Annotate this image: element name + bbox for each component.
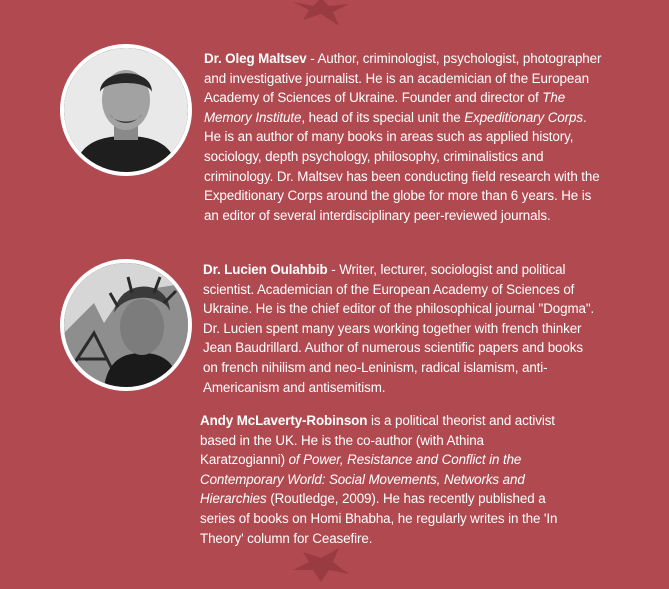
author-name: Dr. Lucien Oulahbib [203, 262, 328, 277]
bio-italic: The Memory Institute [204, 90, 566, 125]
author-name: Andy McLaverty-Robinson [200, 413, 368, 428]
bio-text: , head of its special unit the [301, 109, 465, 125]
bio-lucien-oulahbib [203, 260, 595, 397]
emblem-icon [289, 548, 353, 584]
author-name: Dr. Oleg Maltsev [204, 51, 307, 66]
bio-italic: of Power, Resistance and Conflict in the Contemporary World: Social Movements, Networks and Hierarchies [200, 452, 525, 507]
bio-text: - Author, criminologist, psychologist, photographer and investigative journalist. He is an academician of the European Academy of Sciences of Ukraine. Founder and director of [204, 51, 602, 106]
avatar-lucien-oulahbib [60, 259, 192, 391]
bio-text: is a political theorist and activist based in the UK. He is the co-author (with Athina Karatzogianni) [200, 413, 555, 468]
bio-italic: Expeditionary Corps [464, 109, 583, 125]
bio-text: . He is an author of many books in areas such as applied history, sociology, depth psychology, philosophy, criminalistics and criminology. Dr. Maltsev has been conducting field research with the Expeditionary Corps around the globe for more than 6 years. He is an editor of several interdisciplinary peer-reviewed journals. [204, 109, 600, 223]
bio-text: - Writer, lecturer, sociologist and political scientist. Academician of the European Academy of Sciences of Ukraine. He is the chief editor of the philosophical journal "Dogma". Dr. Lucien spent many years working together with french thinker Jean Baudrillard. Author of numerous scientific papers and books on french nihilism and neo-Leninism, radical islamism, anti-Americanism and antisemitism. [203, 262, 595, 395]
bio-andy-mclaverty-robinson [200, 411, 572, 548]
bio-text: (Routledge, 2009). He has recently published a series of books on Homi Bhabha, he regularly writes in the 'In Theory' column for Ceasefire. [200, 491, 558, 546]
avatar-oleg-maltsev [60, 44, 192, 176]
bio-oleg-maltsev [204, 49, 604, 225]
emblem-icon [289, 0, 353, 32]
